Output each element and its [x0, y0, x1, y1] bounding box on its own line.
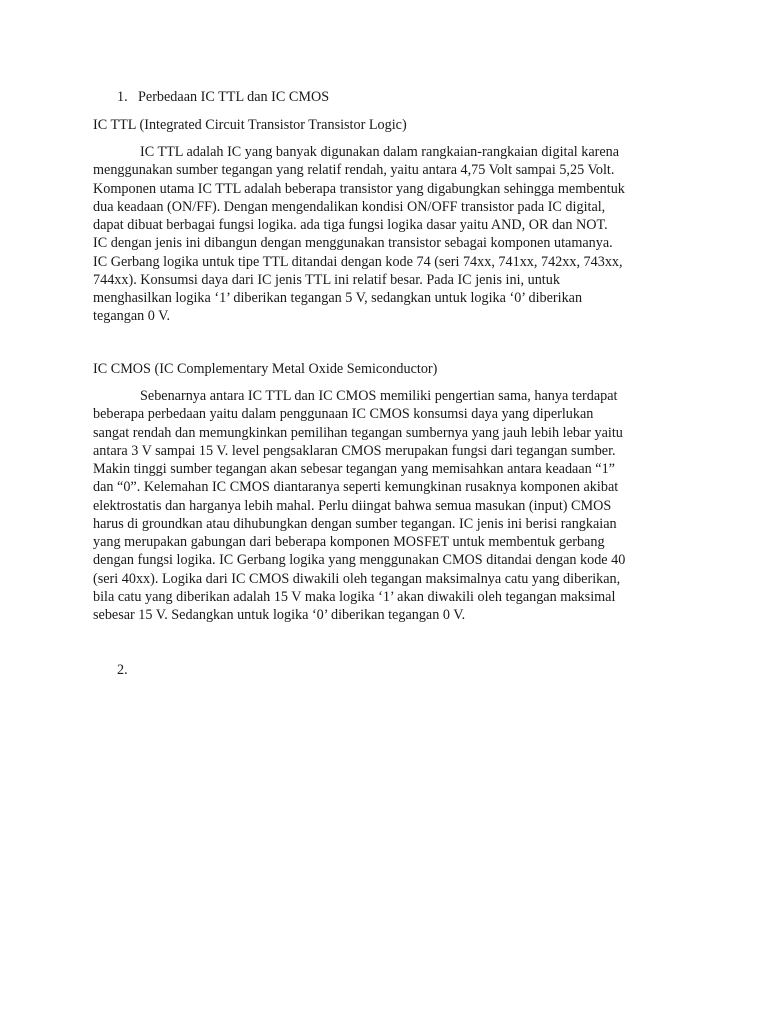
ttl-line: menghasilkan logika ‘1’ diberikan tegangan 5 V, sedangkan untuk logika ‘0’ diberikan	[93, 290, 583, 306]
cmos-line: beberapa perbedaan yaitu dalam penggunaan IC CMOS konsumsi daya yang diperlukan	[93, 406, 594, 423]
cmos-line: elektrostatis dan harganya lebih mahal. Perlu diingat bahwa semua masukan (input) CMOS	[93, 497, 612, 514]
ttl-paragraph	[93, 143, 679, 326]
ttl-line: IC Gerbang logika untuk tipe TTL ditandai dengan kode 74 (seri 74xx, 741xx, 742xx, 743xx,	[93, 253, 623, 270]
cmos-line: yang merupakan gabungan dari beberapa komponen MOSFET untuk membentuk gerbang	[93, 534, 605, 550]
ttl-heading: IC TTL (Integrated Circuit Transistor Transistor Logic)	[93, 117, 407, 133]
cmos-line: Makin tinggi sumber tegangan akan sebesar tegangan yang memisahkan antara keadaan “1”	[93, 461, 615, 477]
cmos-line: sebesar 15 V. Sedangkan untuk logika ‘0’ diberikan tegangan 0 V.	[93, 607, 466, 623]
cmos-line: Sebenarnya antara IC TTL dan IC CMOS memiliki pengertian sama, hanya terdapat	[140, 388, 618, 404]
cmos-heading: IC CMOS (IC Complementary Metal Oxide Semiconductor)	[93, 361, 438, 377]
cmos-line: harus di groundkan atau dihubungkan dengan sumber tegangan. IC jenis ini berisi rangkaian	[93, 515, 617, 532]
ttl-line: tegangan 0 V.	[93, 308, 171, 325]
ttl-line: Komponen utama IC TTL adalah beberapa transistor yang digabungkan sehingga membentuk	[93, 180, 625, 197]
cmos-line: (seri 40xx). Logika dari IC CMOS diwakili oleh tegangan maksimalnya catu yang diberikan,	[93, 570, 621, 587]
ttl-line: 744xx). Konsumsi daya dari IC jenis TTL ini relatif besar. Pada IC jenis ini, untuk	[93, 271, 560, 288]
cmos-line: antara 3 V sampai 15 V. level pengsaklaran CMOS merupakan fungsi dari tegangan sumber.	[93, 442, 616, 459]
ttl-line: menggunakan sumber tegangan yang relatif rendah, yaitu antara 4,75 Volt sampai 5,25 Volt.	[93, 162, 615, 179]
cmos-line: sangat rendah dan memungkinkan pemilihan tegangan sumbernya yang jauh lebih lebar yaitu	[93, 424, 623, 441]
ttl-line: dua keadaan (ON/FF). Dengan mengendalikan kondisi ON/OFF transistor pada IC digital,	[93, 198, 606, 215]
cmos-line: dan “0”. Kelemahan IC CMOS diantaranya seperti kemungkinan rusaknya komponen akibat	[93, 479, 619, 496]
list-number-2: 2.	[117, 662, 128, 678]
cmos-line: dengan fungsi logika. IC Gerbang logika yang menggunakan CMOS ditandai dengan kode 40	[93, 552, 626, 569]
list-number-1: 1.	[117, 89, 128, 105]
cmos-line: bila catu yang diberikan adalah 15 V maka logika ‘1’ akan diwakili oleh tegangan maksimal	[93, 588, 616, 605]
list-item-title-1: Perbedaan IC TTL dan IC CMOS	[138, 89, 330, 105]
ttl-line: IC dengan jenis ini dibangun dengan menggunakan transistor sebagai komponen utamanya.	[93, 235, 613, 252]
cmos-paragraph	[93, 387, 679, 624]
ttl-line: dapat dibuat berbagai fungsi logika. ada tiga fungsi logika dasar yaitu AND, OR dan NOT.	[93, 217, 608, 233]
ttl-line: IC TTL adalah IC yang banyak digunakan dalam rangkaian-rangkaian digital karena	[140, 144, 620, 160]
